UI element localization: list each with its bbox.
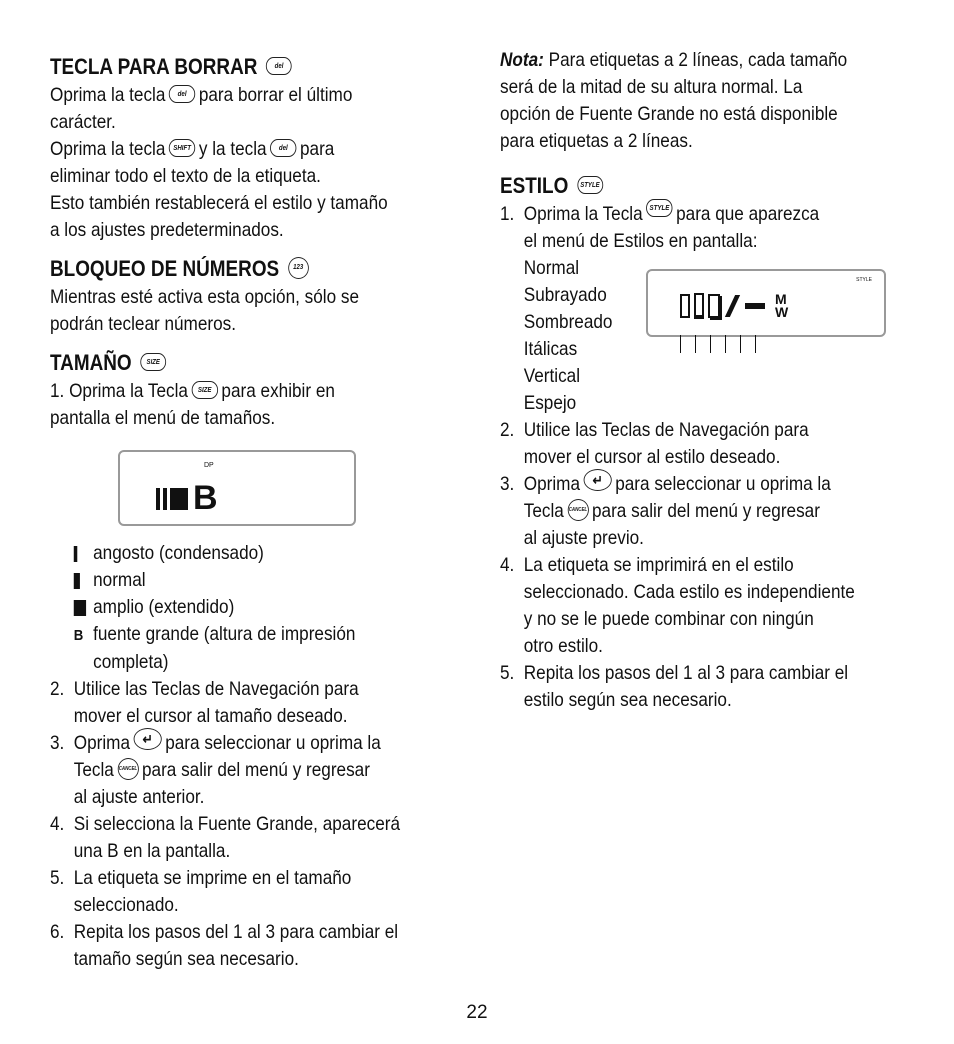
size-step-1-cont: pantalla el menú de tamaños.	[50, 407, 276, 429]
shadow-style-icon	[708, 294, 720, 318]
style-step-3: 3. Oprima ↵ para seleccionar u oprima la	[500, 471, 870, 498]
page-number: 22	[466, 1002, 488, 1023]
shift-key-icon: SHIFT	[169, 139, 195, 157]
size-heading: TAMAÑO SIZE	[50, 348, 411, 378]
normal-style-icon	[680, 294, 690, 318]
style-lcd-pointers	[680, 335, 756, 353]
size-step-1: 1. Oprima la Tecla SIZE para exhibir en	[50, 380, 335, 402]
style-step-1: 1. Oprima la Tecla STYLE para que aparezca	[500, 201, 870, 228]
big-font-icon: B	[73, 627, 84, 644]
delete-paragraph-3-cont: a los ajustes predeterminados.	[50, 219, 284, 241]
size-step-3-cont2: al ajuste anterior.	[73, 786, 205, 808]
right-column	[500, 47, 920, 714]
size-step-4-cont: una B en la pantalla.	[73, 840, 231, 862]
style-list-block	[500, 255, 920, 417]
pointer-icon	[710, 335, 711, 353]
delete-key-icon: del	[270, 139, 296, 157]
mirror-style-icon: M W	[775, 291, 789, 320]
pointer-icon	[740, 335, 741, 353]
size-step-5-cont: seleccionado.	[73, 894, 179, 916]
pointer-icon	[695, 335, 696, 353]
size-lcd-label: DP	[204, 462, 214, 469]
enter-key-icon: ↵	[584, 469, 612, 491]
delete-paragraph-1: Oprima la tecla del para borrar el último	[50, 84, 353, 106]
style-step-2-cont: mover el cursor al estilo deseado.	[523, 446, 781, 468]
note-paragraph-cont3: para etiquetas a 2 líneas.	[500, 130, 693, 152]
style-lcd-icons	[680, 293, 788, 319]
cancel-key-icon: CANCEL	[117, 758, 138, 780]
option-normal: normal	[50, 567, 420, 594]
underline-style-icon	[694, 293, 704, 319]
style-step-2: 2. Utilice las Teclas de Navegación para	[500, 419, 809, 441]
delete-key-icon: del	[266, 57, 292, 75]
style-option: Subrayado	[523, 284, 607, 306]
pointer-icon	[755, 335, 756, 353]
delete-key-icon: del	[169, 85, 195, 103]
size-step-3-cont: Tecla CANCEL para salir del menú y regresar	[73, 759, 370, 781]
wide-bar-icon	[74, 594, 93, 621]
narrow-bar-icon	[74, 540, 93, 567]
option-big-cont: completa)	[93, 651, 169, 673]
delete-paragraph-2-cont: eliminar todo el texto de la etiqueta.	[50, 165, 321, 187]
option-narrow: angosto (condensado)	[50, 540, 420, 567]
size-step-3: 3. Oprima ↵ para seleccionar u oprima la	[50, 730, 420, 757]
style-lcd-label: STYLE	[856, 277, 872, 283]
style-step-4-cont2: y no se le puede combinar con ningún	[523, 608, 814, 630]
numlock-key-icon: 123	[288, 257, 309, 279]
size-step-4: 4. Si selecciona la Fuente Grande, aparecerá	[50, 813, 401, 835]
option-wide: amplio (extendido)	[50, 594, 420, 621]
style-step-5-cont: estilo según sea necesario.	[523, 689, 732, 711]
style-step-4-cont3: otro estilo.	[523, 635, 603, 657]
style-step-3-cont2: al ajuste previo.	[523, 527, 644, 549]
numlock-paragraph: Mientras esté activa esta opción, sólo se	[50, 286, 360, 308]
size-lcd-display	[118, 450, 356, 526]
delete-paragraph-1-cont: carácter.	[50, 111, 116, 133]
size-step-2-cont: mover el cursor al tamaño deseado.	[73, 705, 348, 727]
style-step-5: 5. Repita los pasos del 1 al 3 para cambiar el	[500, 662, 849, 684]
size-step-6-cont: tamaño según sea necesario.	[73, 948, 299, 970]
note-paragraph: Nota: Para etiquetas a 2 líneas, cada tamaño	[500, 49, 848, 71]
normal-bar-icon	[74, 567, 93, 594]
wide-bar-icon	[170, 488, 188, 510]
italic-style-icon	[725, 295, 740, 317]
style-step-4-cont1: seleccionado. Cada estilo es independiente	[523, 581, 855, 603]
pointer-icon	[725, 335, 726, 353]
style-key-icon: STYLE	[577, 176, 603, 194]
option-big: B fuente grande (altura de impresión	[50, 621, 420, 649]
size-lcd-big-b: B	[193, 479, 218, 517]
left-column	[50, 52, 470, 973]
style-lcd-display	[646, 269, 886, 337]
narrow-bar-icon	[163, 488, 167, 510]
numlock-heading: BLOQUEO DE NÚMEROS 123	[50, 254, 411, 284]
style-option: Sombreado	[523, 311, 613, 333]
delete-paragraph-2: Oprima la tecla SHIFT y la tecla del para	[50, 138, 335, 160]
note-paragraph-cont1: será de la mitad de su altura normal. La	[500, 76, 803, 98]
style-option: Itálicas	[523, 338, 578, 360]
size-key-icon: SIZE	[192, 381, 218, 399]
size-key-icon: SIZE	[140, 353, 166, 371]
note-paragraph-cont2: opción de Fuente Grande no está disponible	[500, 103, 838, 125]
size-step-5: 5. La etiqueta se imprime en el tamaño	[50, 867, 352, 889]
size-lcd-bars	[156, 479, 218, 517]
style-option: Vertical	[523, 365, 581, 387]
style-key-icon: STYLE	[646, 199, 672, 217]
narrow-bar-icon	[156, 488, 160, 510]
pointer-icon	[680, 335, 681, 353]
delete-paragraph-3: Esto también restablecerá el estilo y tamaño	[50, 192, 388, 214]
style-step-3-cont: Tecla CANCEL para salir del menú y regresar	[523, 500, 820, 522]
cancel-key-icon: CANCEL	[567, 499, 588, 521]
style-step-1-cont: el menú de Estilos en pantalla:	[523, 230, 758, 252]
size-step-2: 2. Utilice las Teclas de Navegación para	[50, 678, 359, 700]
style-option: Normal	[523, 257, 580, 279]
style-heading: ESTILO STYLE	[500, 171, 861, 201]
vertical-style-icon	[745, 303, 765, 309]
enter-key-icon: ↵	[134, 728, 162, 750]
numlock-paragraph-cont: podrán teclear números.	[50, 313, 237, 335]
delete-heading: TECLA PARA BORRAR del	[50, 52, 411, 82]
style-step-4: 4. La etiqueta se imprimirá en el estilo	[500, 554, 794, 576]
style-option: Espejo	[523, 392, 577, 414]
size-step-6: 6. Repita los pasos del 1 al 3 para cambiar el	[50, 921, 399, 943]
